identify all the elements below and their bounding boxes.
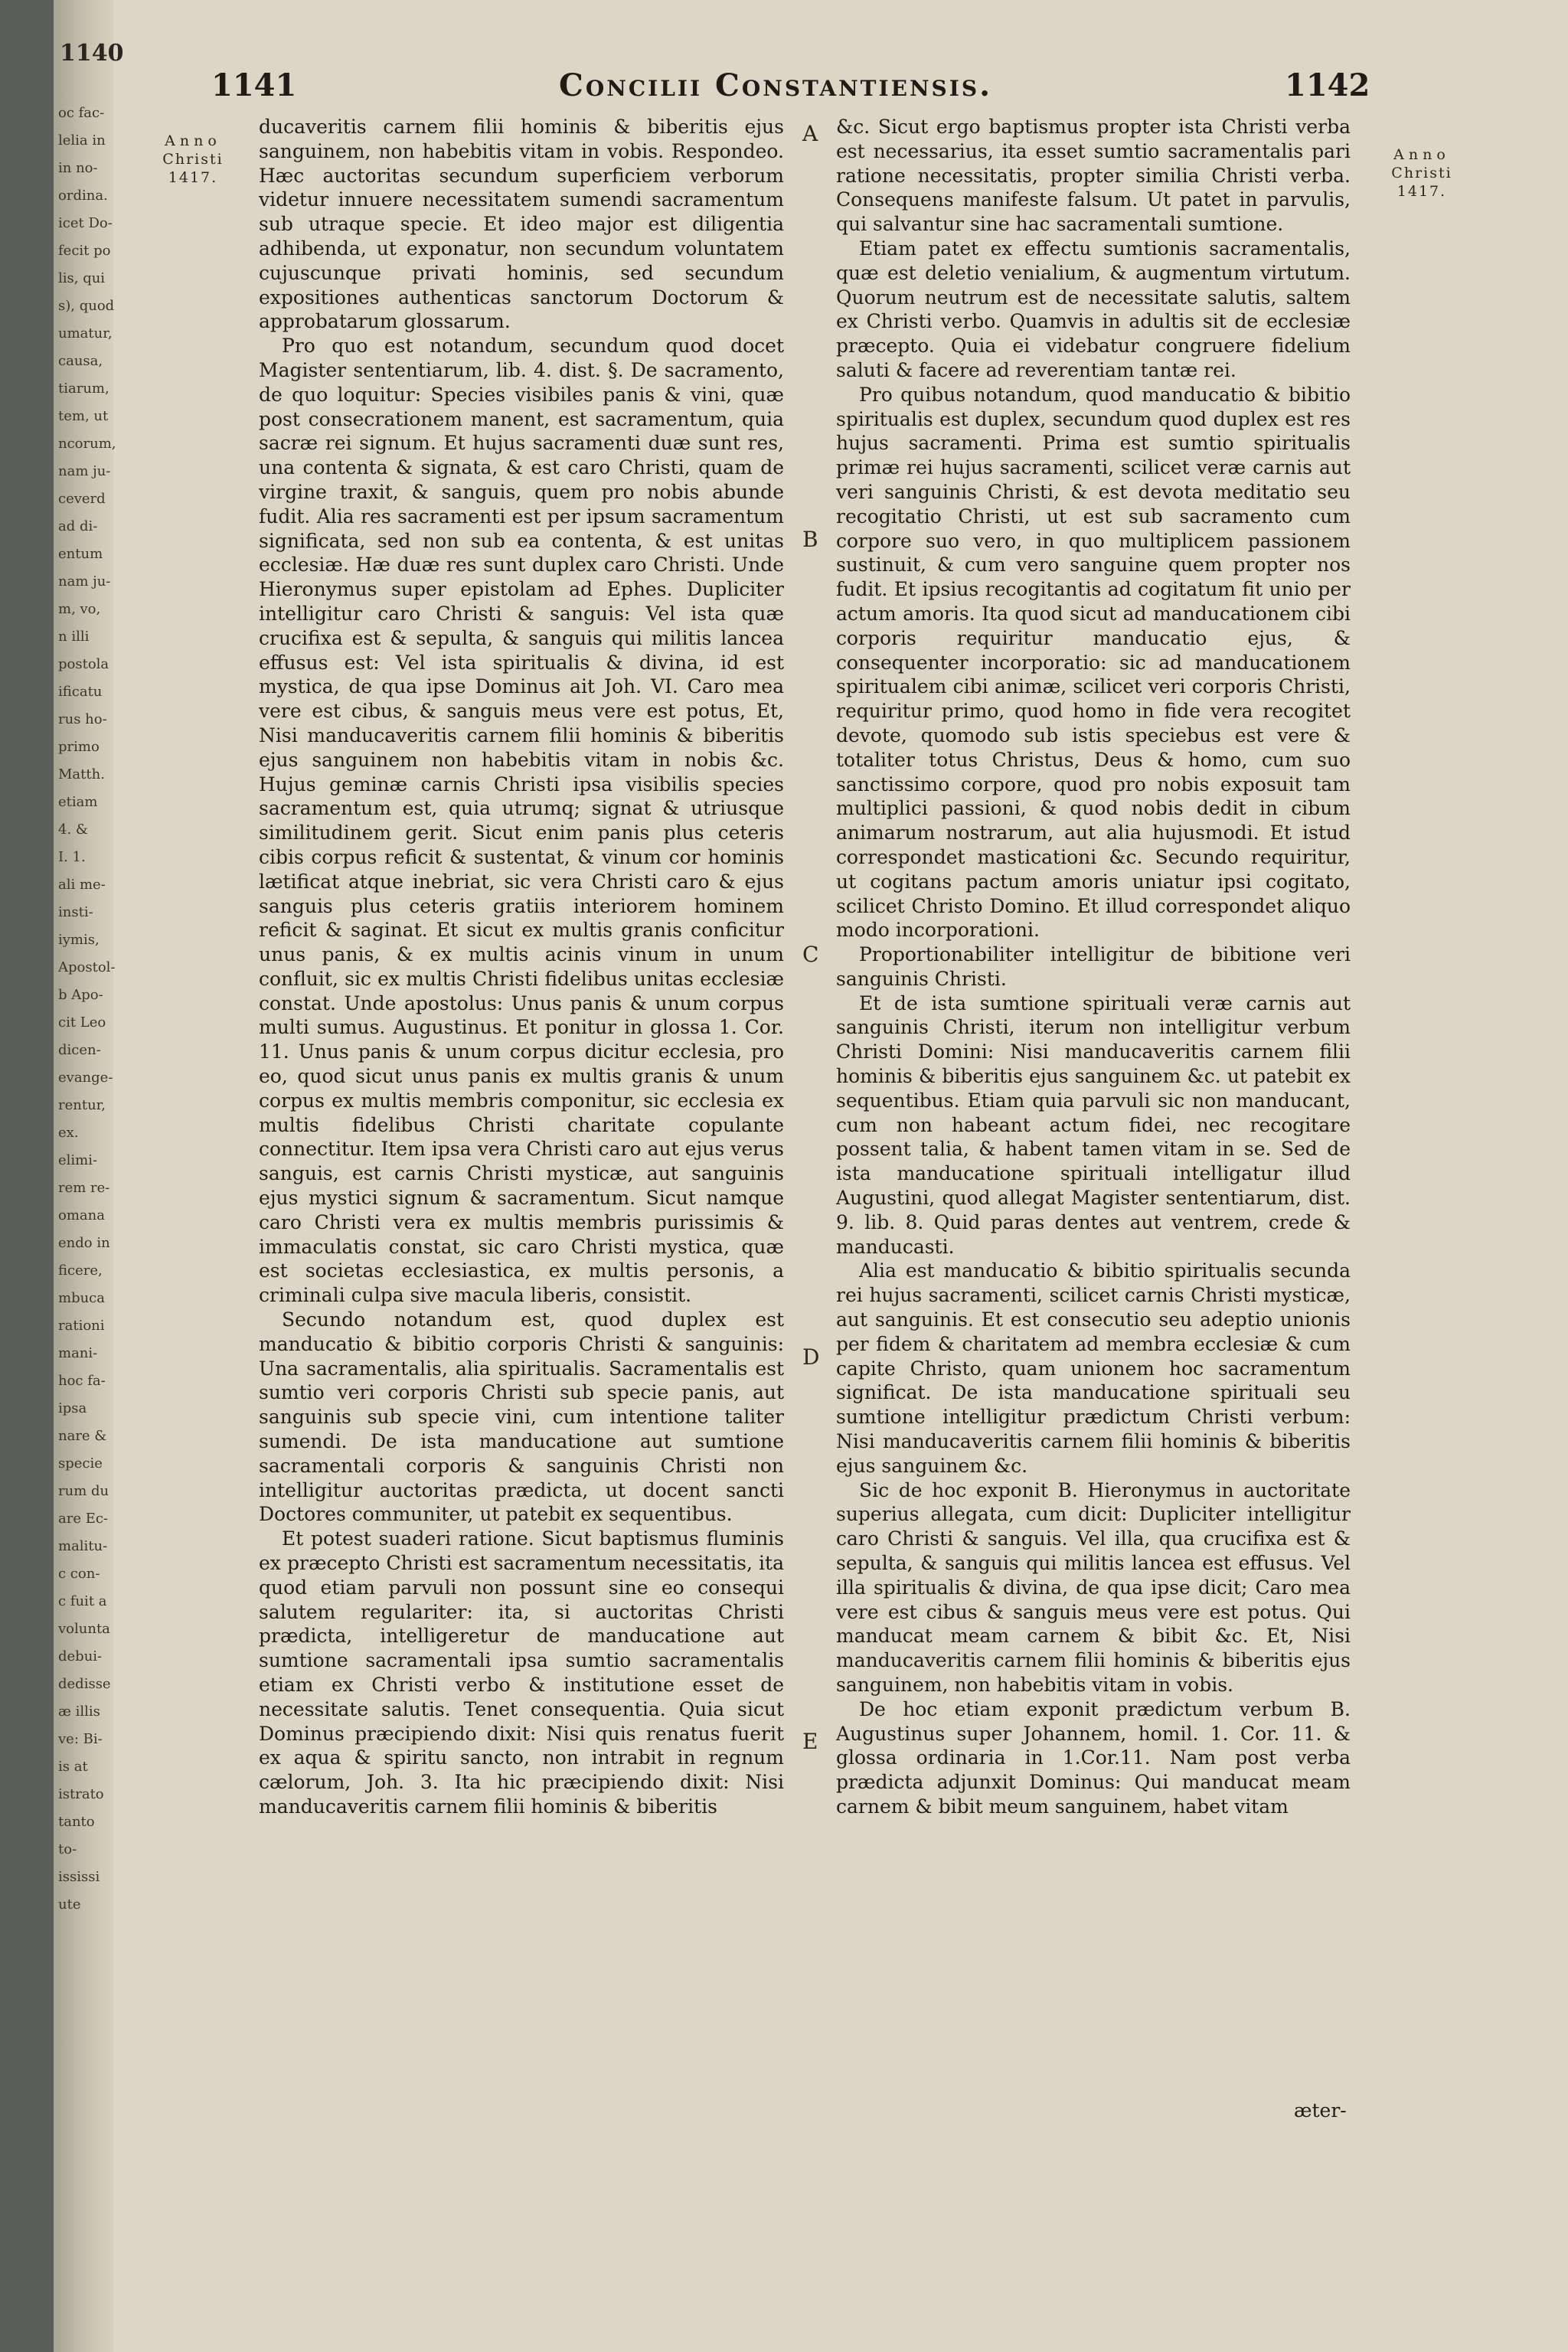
book-page bbox=[54, 0, 1568, 2352]
gutter-fragment: dicen- bbox=[58, 1042, 101, 1058]
gutter-fragment: nam ju- bbox=[58, 573, 111, 590]
gutter-fragment: b Apo- bbox=[58, 987, 103, 1003]
gutter-fragment: fecit po bbox=[58, 243, 111, 259]
gutter-fragment: postola bbox=[58, 656, 109, 672]
gutter-fragment: oc fac- bbox=[58, 105, 105, 121]
anno-label: Anno bbox=[1393, 146, 1450, 163]
section-letter-e: E bbox=[802, 1729, 818, 1754]
gutter-fragment: ex. bbox=[58, 1125, 79, 1141]
gutter-fragment: debui- bbox=[58, 1648, 103, 1664]
gutter-fragment: evange- bbox=[58, 1070, 113, 1086]
gutter-fragment: dedisse bbox=[58, 1676, 111, 1692]
section-letter-b: B bbox=[802, 527, 818, 552]
gutter-fragment: hoc fa- bbox=[58, 1373, 106, 1389]
left-page-number: 1141 bbox=[211, 67, 297, 103]
gutter-fragment: iymis, bbox=[58, 932, 100, 948]
running-head-title: Concilii Constantiensis. bbox=[559, 67, 993, 103]
gutter-fragment: rem re- bbox=[58, 1180, 110, 1196]
year-label: 1417. bbox=[168, 169, 218, 186]
gutter-fragment: elimi- bbox=[58, 1152, 98, 1168]
section-letter-d: D bbox=[802, 1344, 820, 1370]
gutter-fragment: tiarum, bbox=[58, 381, 109, 397]
paragraph: Secundo notandum est, quod duplex est manducatio & bibitio corporis Christi & sanguinis: Una sacramentalis, alia spiritualis. Sacramentalis est sumtio veri corporis Christi sub specie panis, aut sanguinis sub specie vini, cum intentione taliter sumendi. De ista manducatione aut sumtione sacramentali corporis & sanguinis Christi non intelligitur auctoritas prædicta, ut docent sancti Doctores communiter, ut patebit ex sequentibus. bbox=[259, 1308, 784, 1526]
gutter-fragment: rentur, bbox=[58, 1097, 106, 1113]
gutter-fragment: I. 1. bbox=[58, 849, 86, 865]
gutter-text-fragments bbox=[54, 100, 116, 1919]
gutter-fragment: ipsa bbox=[58, 1400, 87, 1416]
gutter-fragment: volunta bbox=[58, 1621, 110, 1637]
gutter-fragment: to- bbox=[58, 1841, 77, 1857]
previous-page-number: 1140 bbox=[60, 40, 124, 67]
paragraph: Pro quibus notandum, quod manducatio & bibitio spiritualis est duplex, secundum quod duplex est res hujus sacramenti. Prima est sumtio spiritualis primæ rei hujus sacramenti, scilicet veræ carnis aut veri sanguinis Christi, & est devota meditatio seu recogitatio Christi, ut est sub sacramento cum corpore suo vero, in quo multiplicem passionem sustinuit, & cum vero sanguine quem propter nos fudit. Et ipsius recogitantis ad cogitatum fit unio per actum amoris. Ita quod sicut ad manducationem cibi corporis requiritur manducatio ejus, & consequenter incorporatio: sic ad manducationem spiritualem cibi animæ, scilicet veri corporis Christi, requiritur primo, quod homo in fide vera recogitet devote, quomodo sub istis speciebus est vere & totaliter totus Christus, Deus & homo, cum suo sanctissimo corpore, quod pro nobis exposuit tam multiplici passioni, & quod nobis dedit in cibum animarum nostrarum, aut alia hujusmodi. Et istud correspondet masticationi &c. Secundo requiritur, ut cogitans pactum amoris uniatur ipsi cogitato, scilicet Christo Domino. Et illud correspondet aliquo modo incorporationi. bbox=[836, 383, 1351, 942]
gutter-fragment: mbuca bbox=[58, 1290, 105, 1306]
year-margin-note-right bbox=[1364, 145, 1479, 201]
gutter-fragment: etiam bbox=[58, 794, 98, 810]
gutter-fragment: cit Leo bbox=[58, 1014, 106, 1031]
gutter-fragment: lis, qui bbox=[58, 270, 106, 286]
gutter-fragment: istrato bbox=[58, 1786, 104, 1802]
gutter-fragment: insti- bbox=[58, 904, 93, 920]
gutter-fragment: m, vo, bbox=[58, 601, 101, 617]
section-letter-a: A bbox=[802, 121, 818, 146]
paragraph: Et potest suaderi ratione. Sicut baptismus fluminis ex præcepto Christi est sacramentum necessitatis, ita quod etiam parvuli non possunt sine eo consequi salutem regulariter: ita, si auctoritas Christi prædicta, intelligeretur de manducatione aut sumtione sacramentali ipsa sumtio sacramentalis etiam ex Christi verbo & institutione esset de necessitate salutis. Tenet consequentia. Quia sicut Dominus præcipiendo dixit: Nisi quis renatus fuerit ex aqua & spiritu sancto, non intrabit in regnum cælorum, Joh. 3. Ita hic præcipiendo dixit: Nisi manducaveritis carnem filii hominis & biberitis bbox=[259, 1527, 784, 1818]
gutter-fragment: n illi bbox=[58, 629, 90, 645]
gutter-fragment: is at bbox=[58, 1759, 88, 1775]
christi-label: Christi bbox=[162, 151, 224, 168]
year-margin-note-left bbox=[139, 132, 247, 187]
paragraph: &c. Sicut ergo baptismus propter ista Christi verba est necessarius, ita esset sumtio sacramentalis pari ratione necessitatis, propter similia Christi verba. Consequens manifeste falsum. Ut patet in parvulis, qui salvantur sine hac sacramentali sumtione. bbox=[836, 116, 1351, 236]
gutter-fragment: ad di- bbox=[58, 518, 98, 534]
gutter-fragment: malitu- bbox=[58, 1538, 108, 1554]
gutter-fragment: 4. & bbox=[58, 822, 88, 838]
gutter-fragment: tem, ut bbox=[58, 408, 109, 424]
gutter-fragment: endo in bbox=[58, 1235, 110, 1251]
gutter-fragment: ve: Bi- bbox=[58, 1731, 103, 1747]
paragraph: ducaveritis carnem filii hominis & biberitis ejus sanguinem, non habebitis vitam in vobis. Respondeo. Hæc auctoritas secundum superficiem verborum videtur innuere necessitatem sumendi sacramentum sub utraque specie. Et ideo major est diligentia adhibenda, ut exponatur, non secundum voluntatem cujuscunque privati hominis, sed secundum expositiones authenticas sanctorum Doctorum & approbatarum glossarum. bbox=[259, 116, 784, 333]
section-letter-c: C bbox=[802, 942, 819, 967]
gutter-fragment: icet Do- bbox=[58, 215, 113, 231]
christi-label: Christi bbox=[1391, 165, 1452, 181]
gutter-fragment: specie bbox=[58, 1455, 103, 1472]
paragraph: Proportionabiliter intelligitur de bibitione veri sanguinis Christi. bbox=[836, 943, 1351, 990]
gutter-fragment: Matth. bbox=[58, 766, 105, 782]
paragraph: Alia est manducatio & bibitio spiritualis secunda rei hujus sacramenti, scilicet carnis Christi mysticæ, aut sanguinis. Et est consecutio seu adeptio unionis per fidem & charitatem ad membra ecclesiæ & cum capite Christo, quam unionem hoc sacramentum significat. De ista manducatione spirituali seu sumtione intelligitur prædictum Christi verbum: Nisi manducaveritis carnem filii hominis & biberitis ejus sanguinem &c. bbox=[836, 1259, 1351, 1477]
gutter-fragment: c fuit a bbox=[58, 1593, 107, 1609]
gutter-fragment: rus ho- bbox=[58, 711, 107, 727]
paragraph: Et de ista sumtione spirituali veræ carnis aut sanguinis Christi, iterum non intelligitur verbum Christi Domini: Nisi manducaveritis carnem filii hominis & biberitis ejus sanguinem &c. ut patebit ex sequentibus. Etiam quia parvuli sic non manducant, cum non habeant actum fidei, nec recogitare possent talia, & habent tamen vitam in se. Sed de ista manducatione spirituali intelligatur illud Augustini, quod allegat Magister sententiarum, dist. 9. lib. 8. Quid paras dentes aut ventrem, crede & manducasti. bbox=[836, 991, 1351, 1258]
gutter-fragment: ordina. bbox=[58, 188, 108, 204]
gutter-fragment: omana bbox=[58, 1207, 105, 1223]
gutter-fragment: nam ju- bbox=[58, 463, 111, 479]
gutter-fragment: ali me- bbox=[58, 877, 106, 893]
gutter-fragment: ficere, bbox=[58, 1263, 103, 1279]
gutter-fragment: nare & bbox=[58, 1428, 107, 1444]
gutter-fragment: rum du bbox=[58, 1483, 109, 1499]
paragraph: De hoc etiam exponit prædictum verbum B. Augustinus super Johannem, homil. 1. Cor. 11. & glossa ordinaria in 1.Cor.11. Nam post verba prædicta adjunxit Dominus: Qui manducat meam carnem & bibit meum sanguinem, habet vitam bbox=[836, 1697, 1351, 1818]
gutter-fragment: ceverd bbox=[58, 491, 106, 507]
gutter-fragment: ute bbox=[58, 1896, 81, 1913]
gutter-fragment: are Ec- bbox=[58, 1511, 109, 1527]
previous-page-edge bbox=[54, 0, 124, 2352]
gutter-fragment: tanto bbox=[58, 1814, 95, 1830]
gutter-fragment: causa, bbox=[58, 353, 103, 369]
gutter-fragment: c con- bbox=[58, 1566, 100, 1582]
gutter-fragment: ificatu bbox=[58, 684, 103, 700]
paragraph: Sic de hoc exponit B. Hieronymus in auctoritate superius allegata, cum dicit: Dupliciter intelligitur caro Christi & sanguis. Vel illa, qua crucifixa est & sepulta, & sanguis qui militis lancea est effusus. Vel illa spiritualis & divina, de qua ipse dicit; Caro mea vere est cibus & sanguis meus vere est potus. Qui manducat meam carnem & bibit &c. Et, Nisi manducaveritis carnem filii hominis & biberitis ejus sanguinem, non habebitis vitam in vobis. bbox=[836, 1478, 1351, 1696]
gutter-fragment: mani- bbox=[58, 1345, 98, 1361]
paragraph: Pro quo est notandum, secundum quod docet Magister sententiarum, lib. 4. dist. §. De sacramento, de quo loquitur: Species visibiles panis & vini, quæ post consecrationem manent, est sacramentum, quia sacræ rei signum. Et hujus sacramenti duæ sunt res, una contenta & signata, & est caro Christi, quam de virgine traxit, & sanguis, quem pro nobis abunde fudit. Alia res sacramenti est per ipsum sacramentum significata, sed non sub ea contenta, & est unitas ecclesiæ. Hæ duæ res sunt duplex caro Christi. Unde Hieronymus super epistolam ad Ephes. Dupliciter intelligitur caro Christi & sanguis: Vel ista quæ crucifixa est & sepulta, & sanguis qui militis lancea effusus est: Vel ista spiritualis & divina, id est mystica, de qua ipse Dominus ait Joh. VI. Caro mea vere est cibus, & sanguis meus vere est potus, Et, Nisi manducaveritis carnem filii hominis & biberitis ejus sanguinem non habebitis vitam in nobis &c. Hujus geminæ carnis Christi ipsa visibilis species sacramentum est, quia utrumq; signat & utriusque similitudinem gerit. Sicut enim panis plus ceteris cibis corpus reficit & sustentat, & vinum cor hominis lætificat atque inebriat, sic vera Christi caro & ejus sanguis plus ceteris gratiis interiorem hominem reficit & saginat. Et sicut ex multis granis conficitur unus panis, & ex multis acinis vinum in unum confluit, sic ex multis Christi fidelibus unitas ecclesiæ constat. Unde apostolus: Unus panis & unum corpus multi sumus. Augustinus. Et ponitur in glossa 1. Cor. 11. Unus panis & unum corpus dicitur ecclesia, pro eo, quod sicut unus panis ex multis granis & unum corpus ex multis membris componitur, sic ecclesia ex multis fidelibus Christi charitate copulante connectitur. Item ipsa vera Christi caro aut ejus verus sanguis, est carnis Christi mysticæ, aut sanguinis ejus mystici signum & sacramentum. Sicut namque caro Christi vera ex multis membris purissimis & immaculatis constat, sic caro Christi mystica, quæ est societas ecclesiastica, ex multis personis, a criminali culpa sive macula liberis, consistit. bbox=[259, 335, 784, 1307]
gutter-fragment: rationi bbox=[58, 1318, 105, 1334]
catchword: æter- bbox=[1294, 2099, 1347, 2122]
gutter-fragment: æ illis bbox=[58, 1704, 100, 1720]
gutter-fragment: ississi bbox=[58, 1869, 100, 1885]
gutter-fragment: umatur, bbox=[58, 325, 113, 341]
gutter-fragment: Apostol- bbox=[58, 959, 116, 975]
gutter-fragment: s), quod bbox=[58, 298, 115, 314]
gutter-fragment: in no- bbox=[58, 160, 98, 176]
gutter-fragment: lelia in bbox=[58, 132, 106, 149]
gutter-fragment: ncorum, bbox=[58, 436, 116, 452]
gutter-fragment: entum bbox=[58, 546, 103, 562]
gutter-fragment: primo bbox=[58, 739, 100, 755]
paragraph: Etiam patet ex effectu sumtionis sacramentalis, quæ est deletio venialium, & augmentum virtutum. Quorum neutrum est de necessitate salutis, saltem ex Christi verbo. Quamvis in adultis sit de ecclesiæ præcepto. Quia ei videbatur congruere fidelium saluti & facere ad reverentiam tantæ rei. bbox=[836, 237, 1351, 381]
right-text-column bbox=[836, 115, 1351, 1819]
right-page-number: 1142 bbox=[1285, 67, 1370, 103]
left-text-column bbox=[259, 115, 784, 1819]
anno-label: Anno bbox=[165, 132, 221, 149]
year-label: 1417. bbox=[1396, 183, 1447, 200]
